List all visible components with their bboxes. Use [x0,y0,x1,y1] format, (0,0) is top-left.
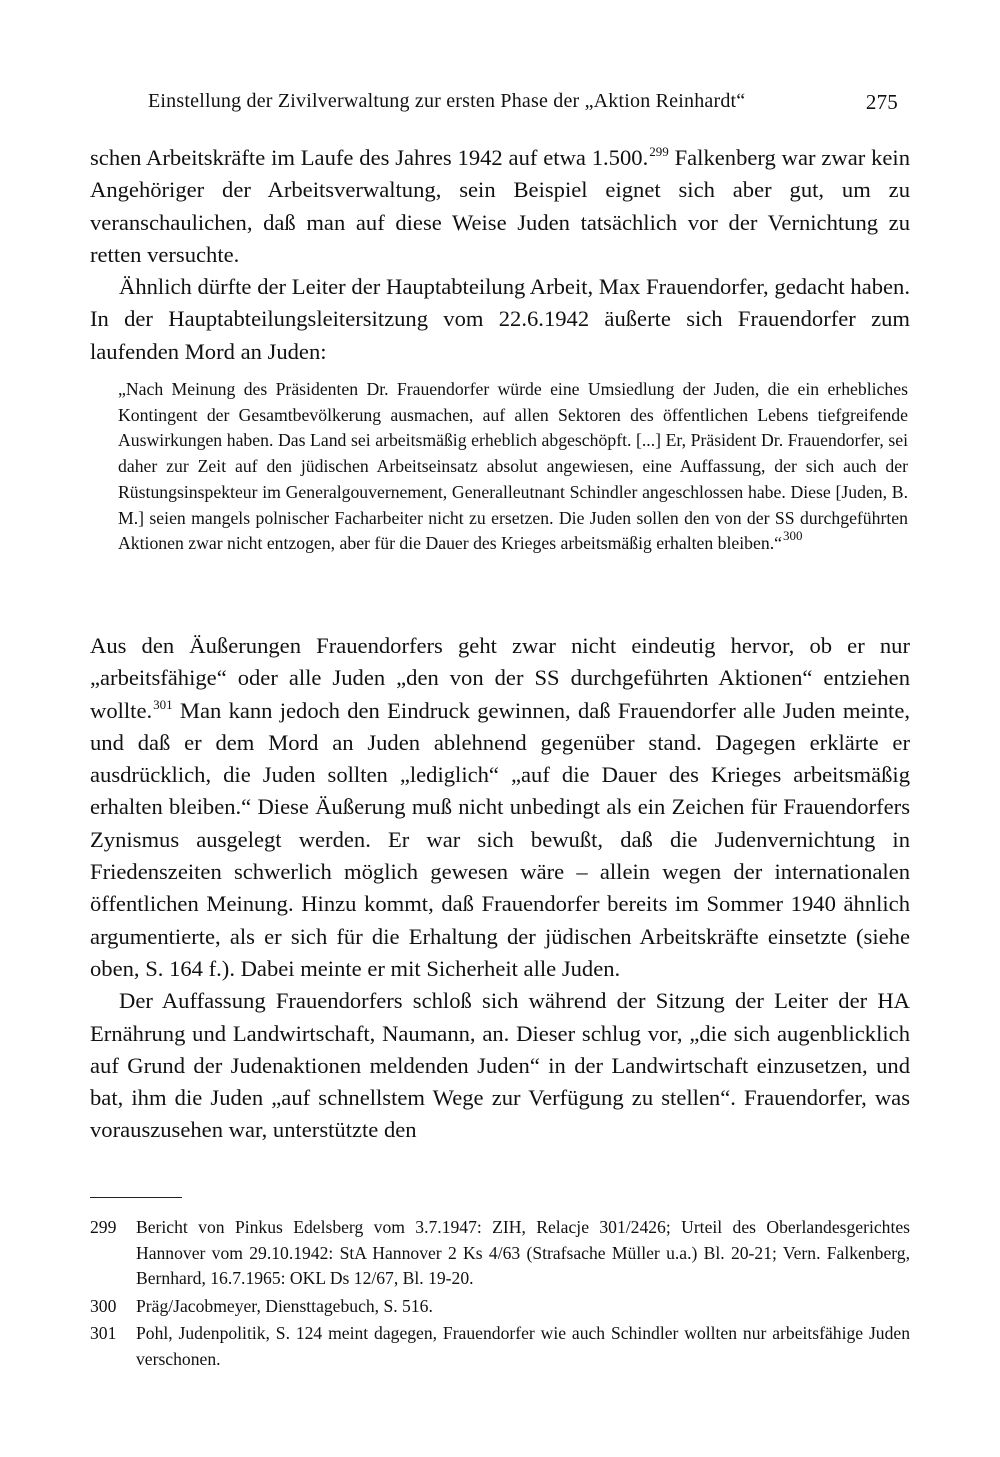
footnote-number: 301 [90,1323,117,1343]
paragraph-3 [90,630,910,985]
footnote-number: 300 [90,1295,117,1316]
block-quote [118,377,908,557]
body-text-top [90,142,910,368]
running-title: Einstellung der Zivilverwaltung zur ersten Phase der „Aktion Reinhardt“ [148,90,746,112]
footnote-divider [90,1197,182,1198]
paragraph-3-text-a: Aus den Äußerungen Frauendorfers geht zwar nicht eindeutig hervor, ob er nur „arbeitsfähige“ oder alle Juden „den von der SS durchgeführten Aktionen“ entziehen wollte. [90,633,910,723]
footnote-300 [90,1294,910,1320]
running-head [148,90,898,120]
paragraph-4: Der Auffassung Frauendorfers schloß sich während der Sitzung der Leiter der HA Ernährung und Landwirtschaft, Naumann, an. Dieser schlug vor, „die sich augenblicklich auf Grund der Judenaktionen meldenden Juden“ in der Landwirtschaft einzusetzen, und bat, ihm die Juden „auf schnellstem Wege zur Verfügung zu stellen“. Frauendorfer, was vorauszusehen war, unterstützte den [90,988,910,1143]
footnotes [90,1215,910,1374]
paragraph-1-text-b: Falkenberg war zwar kein Angehöriger der Arbeitsverwaltung, sein Beispiel eignet sich aber gut, um zu veranschaulichen, daß man auf diese Weise Juden tatsächlich vor der Vernichtung zu retten versuchte. [90,145,910,267]
paragraph-3-text-b: Man kann jedoch den Eindruck gewinnen, daß Frauendorfer alle Juden meinte, und daß er dem Mord an Juden ablehnend gegenüber stand. Dagegen erklärte er ausdrücklich, die Juden sollten „lediglich“ „auf die Dauer des Krieges arbeitsmäßig erhalten bleiben.“ Diese Äußerung muß nicht unbedingt als ein Zeichen für Frauendorfers Zynismus ausgelegt werden. Er war sich bewußt, daß die Judenvernichtung in Friedenszeiten schwerlich möglich gewesen wäre – allein wegen der internationalen öffentlichen Meinung. Hinzu kommt, daß Frauendorfer bereits im Sommer 1940 ähnlich argumentierte, als er sich für die Erhaltung der jüdischen Arbeitskräfte einsetzte (siehe oben, S. 164 f.). Dabei meinte er mit Sicherheit alle Juden. [90,697,910,981]
quote-paragraph [118,377,908,557]
footnote-301 [90,1321,910,1372]
paragraph-2: Ähnlich dürfte der Leiter der Hauptabteilung Arbeit, Max Frauendorfer, gedacht haben. In der Hauptabteilungsleitersitzung vom 22.6.1942 äußerte sich Frauendorfer zum laufenden Mord an Juden: [90,274,910,364]
footnote-number: 299 [90,1217,117,1237]
footnote-text: Bericht von Pinkus Edelsberg vom 3.7.1947: ZIH, Relacje 301/2426; Urteil des Oberlandesgerichtes Hannover vom 29.10.1942: StA Hannover 2 Ks 4/63 (Strafsache Müller u.a.) Bl. 20-21; Vern. Falkenberg, Bernhard, 16.7.1965: OKL Ds 12/67, Bl. 19-20. [136,1217,910,1288]
footnote-299 [90,1215,910,1292]
footnote-ref-300: 300 [783,528,803,544]
paragraph-1-text-a: schen Arbeitskräfte im Laufe des Jahres 1942 auf etwa 1.500. [90,145,649,170]
footnote-ref-301: 301 [153,696,173,712]
footnote-text: Pohl, Judenpolitik, S. 124 meint dagegen, Frauendorfer wie auch Schindler wollten nur arbeitsfähige Juden verschonen. [136,1323,910,1369]
page-number: 275 [865,90,898,114]
footnote-text: Präg/Jacobmeyer, Diensttagebuch, S. 516. [136,1295,433,1316]
body-text-bottom [90,630,910,1147]
paragraph-1 [90,142,910,271]
quote-text: „Nach Meinung des Präsidenten Dr. Frauendorfer würde eine Umsiedlung der Juden, die ein erhebliches Kontingent der Gesamtbevölkerung ausmachen, auf allen Sektoren des öffentlichen Lebens tiefgreifende Auswirkungen haben. Das Land sei arbeitsmäßig erheblich abgeschöpft. [...] Er, Präsident Dr. Frauendorfer, sei daher zur Zeit auf den jüdischen Arbeitseinsatz absolut angewiesen, eine Auffassung, der sich auch der Rüstungsinspekteur im Generalgouvernement, Generalleutnant Schindler angeschlossen habe. Diese [Juden, B. M.] seien mangels polnischer Facharbeiter nicht zu ersetzen. Die Juden sollen den von der SS durchgeführten Aktionen zwar nicht entzogen, aber für die Dauer des Krieges arbeitsmäßig erhalten bleiben.“ [118,379,908,554]
footnote-ref-299: 299 [649,144,669,159]
